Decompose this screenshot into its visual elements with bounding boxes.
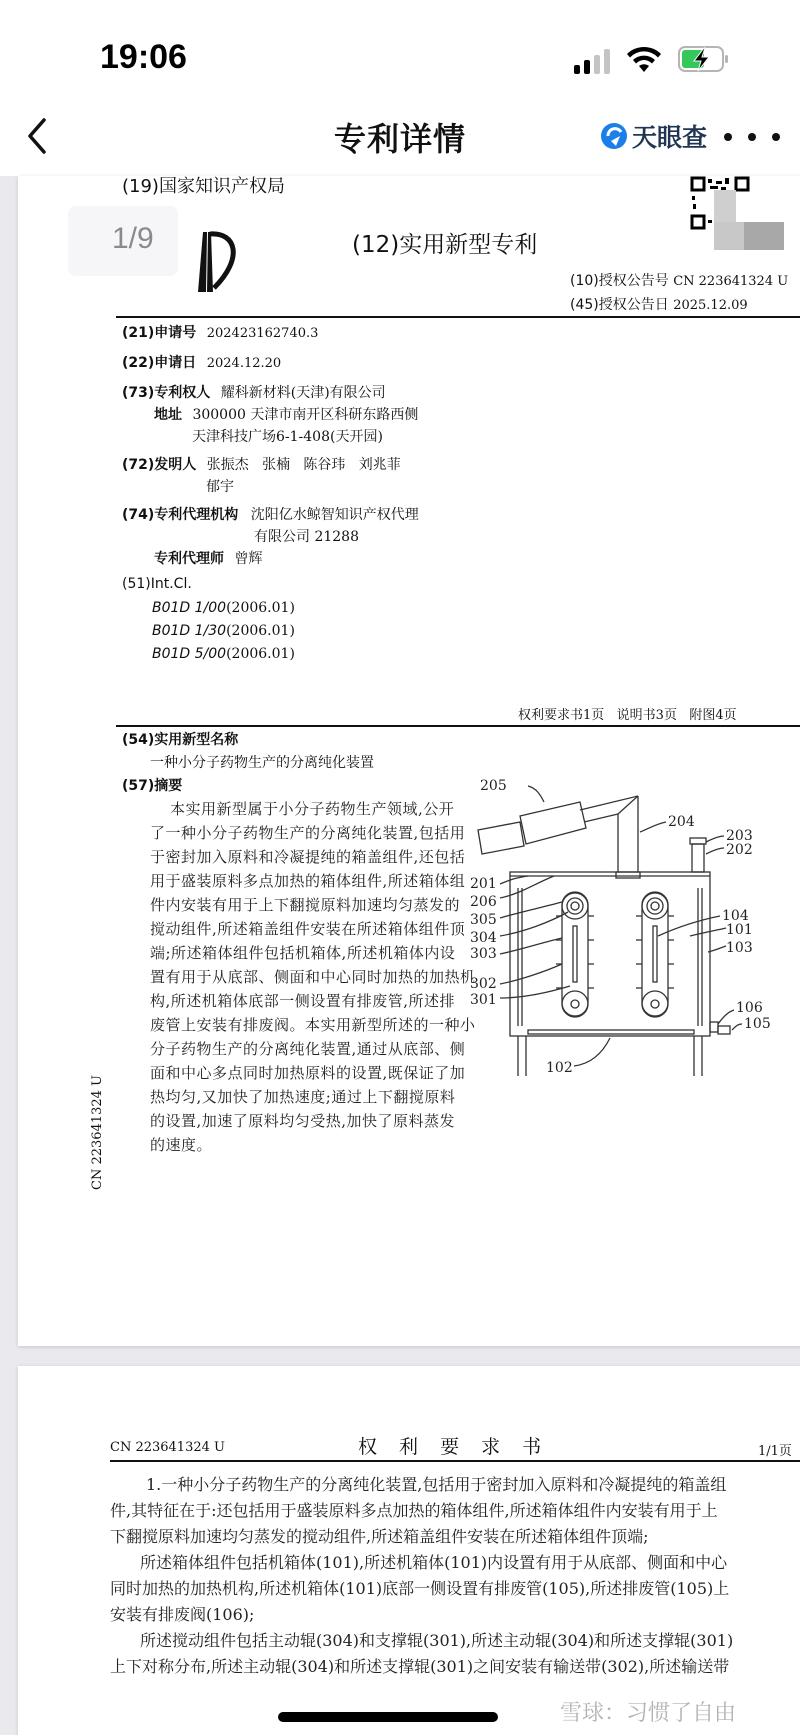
patentee-row: (73)专利权人 耀科新材料(天津)有限公司 (122, 385, 386, 401)
application-date-row: (22)申请日 2024.12.20 (122, 355, 282, 371)
intcl-entry: B01D 1/00(2006.01) (152, 600, 295, 616)
battery-charging-icon (678, 45, 730, 73)
svg-text:205: 205 (480, 778, 507, 794)
claims-header-page: 1/1页 (758, 1444, 792, 1459)
svg-text:106: 106 (736, 1000, 763, 1016)
more-options-button[interactable] (724, 122, 780, 152)
nav-bar (0, 100, 800, 176)
pub-number-row: (10)授权公告号 CN 223641324 U (570, 273, 789, 289)
status-bar (0, 0, 800, 100)
svg-text:303: 303 (470, 946, 497, 962)
svg-text:105: 105 (744, 1016, 771, 1032)
page-title: 专利详情 (333, 120, 466, 158)
divider (116, 316, 800, 318)
svg-text:201: 201 (470, 876, 497, 892)
dot (748, 133, 756, 141)
agency-line-2: 有限公司 21288 (254, 529, 359, 545)
patent-figure (470, 776, 800, 1096)
pub-date-row: (45)授权公告日 2025.12.09 (570, 297, 748, 313)
dot (772, 133, 780, 141)
svg-text:102: 102 (546, 1060, 573, 1076)
svg-text:206: 206 (470, 894, 497, 910)
document-page-2: CN 223641324 U 权 利 要 求 书 1/1页 1.一种小分子药物生产的分离纯化装置,包括用于密封加入原料和冷凝提纯的箱盖组 件,其特征在于:还包括用于盛装原料多点加热的箱体组件,所述箱体组件内安装有用于上 下翻搅原料加速均匀蒸发的搅动组件,所述箱盖组件安装在所述箱体组件顶端; 所述箱体组件包括机箱体(101),所述机箱体(101)内设置有用于从底部、侧面和中心 同时加热的加热机构,所述机箱体(101)底部一侧设置有排废管(105),所述排废管(105)上 安装有排废阀(106); 所述搅动组件包括主动辊(304)和支撑辊(301),所述主动辊(304)和所述支撑辊(301) 上下对称分布,所述主动辊(304)和所述支撑辊(301)之间安装有输送带(302),所述输送带 (18, 1366, 800, 1735)
divider (116, 725, 800, 727)
svg-text:304: 304 (470, 930, 497, 946)
address-line-2: 天津科技广场6-1-408(天开园) (192, 429, 383, 445)
wifi-icon (626, 46, 662, 74)
page-counts: 权利要求书1页 说明书3页 附图4页 (518, 708, 737, 723)
inventors-line-2: 郁宇 (206, 479, 234, 495)
svg-text:104: 104 (722, 908, 749, 924)
intcl-entry: B01D 5/00(2006.01) (152, 646, 295, 662)
blurred-region (744, 222, 784, 250)
page-indicator: 1/9 (68, 206, 178, 276)
intcl-entry: B01D 1/30(2006.01) (152, 623, 295, 639)
watermark: 雪球：习惯了自由 (560, 1701, 737, 1726)
svg-text:302: 302 (470, 976, 497, 992)
patent-type: (12)实用新型专利 (352, 232, 538, 258)
inventors-row: (72)发明人 张振杰 张楠 陈谷玮 刘兆菲 (122, 457, 401, 473)
cnipa-logo-icon (186, 228, 246, 294)
svg-text:203: 203 (726, 828, 753, 844)
application-no-row: (21)申请号 202423162740.3 (122, 325, 319, 341)
claims-header-number: CN 223641324 U (110, 1440, 225, 1455)
patent-office: (19)国家知识产权局 (122, 176, 285, 197)
address-row: 地址 300000 天津市南开区科研东路西侧 (154, 407, 419, 423)
svg-text:103: 103 (726, 940, 753, 956)
divider (110, 1460, 800, 1462)
dot (724, 133, 732, 141)
blurred-region (714, 222, 744, 250)
svg-text:101: 101 (726, 922, 753, 938)
svg-text:204: 204 (668, 814, 695, 830)
tianyancha-logo-icon (600, 122, 628, 150)
agency-row: (74)专利代理机构 沈阳亿水鲸智知识产权代理 (122, 507, 419, 523)
status-time: 19:06 (100, 38, 187, 76)
agent-row: 专利代理师 曾辉 (154, 551, 263, 567)
intcl-label: (51)Int.Cl. (122, 576, 192, 592)
cellular-signal-icon (574, 48, 614, 74)
home-indicator[interactable] (278, 1712, 498, 1722)
abstract-label: (57)摘要 (122, 778, 183, 794)
brand-name: 天眼查 (632, 123, 708, 152)
svg-text:202: 202 (726, 842, 753, 858)
utility-model-title-label: (54)实用新型名称 (122, 732, 239, 748)
brand-logo[interactable] (600, 118, 707, 154)
svg-text:301: 301 (470, 992, 497, 1008)
side-patent-number: CN 223641324 U (90, 1075, 105, 1190)
claims-header-title: 权 利 要 求 书 (358, 1436, 550, 1458)
svg-text:305: 305 (470, 912, 497, 928)
document-viewer[interactable] (0, 176, 800, 1735)
document-page-1: (19)国家知识产权局 1/9 (12)实用新型专利 (10)授权公告号 CN 223641324 U (45)授权公告日 2025.12.09 (21)申请号 202423162740.3 (22)申请日 2024.12.20 (73)专利权人 耀科新材料(天津)有限公司 地址 300000 天津市南开区科研东路西侧 天津科技广场6-1-408(天开园) (72)发明人 张振杰 张楠 陈谷玮 刘兆菲 郁宇 (74)专利代理机构 沈阳亿水鲸智知识产权代理 有限公司 21288 专利代理师 曾辉 (51)Int.Cl. B01D 1/00(2006.01) B01D 1/30(2006.01) B01D 5/00(2006.01) 权利要求书1页 说明书3页 附图4页 (54)实用新型名称 一种小分子药物生产的分离纯化装置 (57)摘要 本实用新型属于小分子药物生产领域,公开 了一种小分子药物生产的分离纯化装置,包括用 于密封加入原料和冷凝提纯的箱盖组件,还包括 用于盛装原料多点加热的箱体组件,所述箱体组 件内安装有用于上下翻搅原料加速均匀蒸发的 搅动组件,所述箱盖组件安装在所述箱体组件顶 端;所述箱体组件包括机箱体,所述机箱体内设 置有用于从底部、侧面和中心同时加热的加热机 构,所述机箱体底部一侧设置有排废管,所述排 废管上安装有排废阀。本实用新型所述的一种小 分子药物生产的分离纯化装置,通过从底部、侧 面和中心多点同时加热原料的设置,既保证了加 热均匀,又加快了加热速度;通过上下翻搅原料 的设置,加速了原料均匀受热,加快了原料蒸发 的速度。 CN 223641324 U 205 204 203 202 201 206 305 304 303 302 301 104 101 103 106 105 102 (18, 176, 800, 1346)
utility-model-title: 一种小分子药物生产的分离纯化装置 (150, 755, 374, 771)
